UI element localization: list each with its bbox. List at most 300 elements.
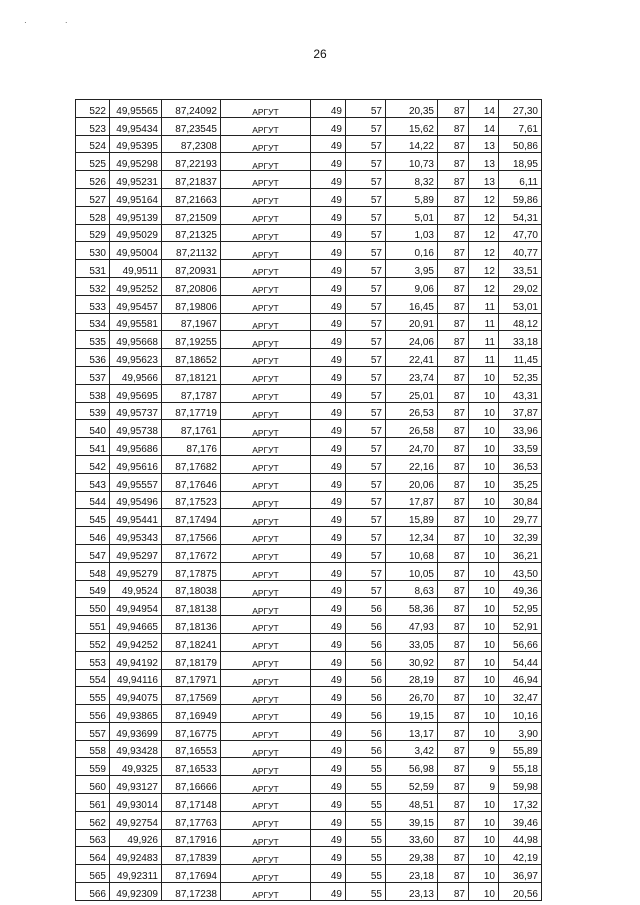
table-row: [76, 420, 542, 438]
lat-minutes-cell: 57: [346, 277, 386, 295]
row-number-cell: 528: [76, 206, 110, 224]
lat-minutes-cell: 57: [346, 509, 386, 527]
latitude-cell: 49,95004: [110, 242, 162, 260]
longitude-cell: 87,21837: [162, 171, 221, 189]
longitude-cell: 87,19255: [162, 331, 221, 349]
latitude-cell: 49,95581: [110, 313, 162, 331]
table-row: [76, 402, 542, 420]
name-cell: АРГУТ: [221, 473, 311, 491]
latitude-cell: 49,95616: [110, 455, 162, 473]
lat-minutes-cell: 56: [346, 616, 386, 634]
table-row: [76, 847, 542, 865]
table-row: [76, 188, 542, 206]
lat-seconds-cell: 22,16: [386, 455, 438, 473]
lat-seconds-cell: 8,32: [386, 171, 438, 189]
lat-degrees-cell: 49: [311, 811, 346, 829]
lat-seconds-cell: 3,95: [386, 260, 438, 278]
table-row: [76, 491, 542, 509]
lon-minutes-cell: 10: [469, 366, 499, 384]
longitude-cell: 87,19806: [162, 295, 221, 313]
lon-minutes-cell: 10: [469, 847, 499, 865]
name-cell: АРГУТ: [221, 402, 311, 420]
lon-minutes-cell: 10: [469, 402, 499, 420]
lon-seconds-cell: 46,94: [499, 669, 542, 687]
name-cell: АРГУТ: [221, 224, 311, 242]
lat-minutes-cell: 57: [346, 100, 386, 118]
longitude-cell: 87,18121: [162, 366, 221, 384]
longitude-cell: 87,17672: [162, 544, 221, 562]
lon-degrees-cell: 87: [438, 740, 469, 758]
lat-seconds-cell: 23,18: [386, 865, 438, 883]
lat-degrees-cell: 49: [311, 420, 346, 438]
lon-minutes-cell: 10: [469, 438, 499, 456]
lat-minutes-cell: 56: [346, 669, 386, 687]
lat-seconds-cell: 33,05: [386, 633, 438, 651]
table-row: [76, 331, 542, 349]
lon-minutes-cell: 13: [469, 135, 499, 153]
lat-seconds-cell: 10,73: [386, 153, 438, 171]
lon-seconds-cell: 54,31: [499, 206, 542, 224]
latitude-cell: 49,95395: [110, 135, 162, 153]
latitude-cell: 49,95231: [110, 171, 162, 189]
row-number-cell: 530: [76, 242, 110, 260]
latitude-cell: 49,926: [110, 829, 162, 847]
lon-degrees-cell: 87: [438, 117, 469, 135]
lat-degrees-cell: 49: [311, 705, 346, 723]
lat-degrees-cell: 49: [311, 633, 346, 651]
lat-minutes-cell: 57: [346, 295, 386, 313]
name-cell: АРГУТ: [221, 117, 311, 135]
table-row: [76, 260, 542, 278]
row-number-cell: 550: [76, 598, 110, 616]
row-number-cell: 546: [76, 527, 110, 545]
latitude-cell: 49,95668: [110, 331, 162, 349]
lat-seconds-cell: 24,06: [386, 331, 438, 349]
lon-degrees-cell: 87: [438, 687, 469, 705]
lat-degrees-cell: 49: [311, 224, 346, 242]
lat-minutes-cell: 57: [346, 562, 386, 580]
table-row: [76, 811, 542, 829]
name-cell: АРГУТ: [221, 811, 311, 829]
lat-seconds-cell: 29,38: [386, 847, 438, 865]
longitude-cell: 87,16666: [162, 776, 221, 794]
row-number-cell: 543: [76, 473, 110, 491]
lon-minutes-cell: 10: [469, 829, 499, 847]
name-cell: АРГУТ: [221, 776, 311, 794]
longitude-cell: 87,16949: [162, 705, 221, 723]
lon-degrees-cell: 87: [438, 402, 469, 420]
lon-minutes-cell: 10: [469, 722, 499, 740]
lon-degrees-cell: 87: [438, 260, 469, 278]
name-cell: АРГУТ: [221, 580, 311, 598]
lon-seconds-cell: 52,91: [499, 616, 542, 634]
lat-minutes-cell: 57: [346, 438, 386, 456]
lat-degrees-cell: 49: [311, 562, 346, 580]
lat-seconds-cell: 58,36: [386, 598, 438, 616]
lon-degrees-cell: 87: [438, 598, 469, 616]
row-number-cell: 525: [76, 153, 110, 171]
lat-seconds-cell: 23,13: [386, 883, 438, 901]
lat-minutes-cell: 57: [346, 455, 386, 473]
lat-seconds-cell: 15,62: [386, 117, 438, 135]
lon-minutes-cell: 9: [469, 740, 499, 758]
latitude-cell: 49,92309: [110, 883, 162, 901]
latitude-cell: 49,95434: [110, 117, 162, 135]
row-number-cell: 531: [76, 260, 110, 278]
lon-degrees-cell: 87: [438, 616, 469, 634]
lon-minutes-cell: 11: [469, 331, 499, 349]
name-cell: АРГУТ: [221, 883, 311, 901]
lon-degrees-cell: 87: [438, 438, 469, 456]
lon-degrees-cell: 87: [438, 722, 469, 740]
table-row: [76, 135, 542, 153]
lon-minutes-cell: 10: [469, 794, 499, 812]
latitude-cell: 49,95029: [110, 224, 162, 242]
lon-minutes-cell: 10: [469, 420, 499, 438]
lon-degrees-cell: 87: [438, 277, 469, 295]
lat-minutes-cell: 57: [346, 135, 386, 153]
lon-seconds-cell: 27,30: [499, 100, 542, 118]
lon-seconds-cell: 55,18: [499, 758, 542, 776]
row-number-cell: 541: [76, 438, 110, 456]
table-row: [76, 100, 542, 118]
table-row: [76, 117, 542, 135]
lat-seconds-cell: 19,15: [386, 705, 438, 723]
latitude-cell: 49,9566: [110, 366, 162, 384]
lon-seconds-cell: 59,98: [499, 776, 542, 794]
lon-minutes-cell: 14: [469, 100, 499, 118]
lat-minutes-cell: 57: [346, 171, 386, 189]
longitude-cell: 87,2308: [162, 135, 221, 153]
lat-degrees-cell: 49: [311, 598, 346, 616]
lon-minutes-cell: 10: [469, 651, 499, 669]
lat-minutes-cell: 55: [346, 829, 386, 847]
table-row: [76, 616, 542, 634]
table-row: [76, 349, 542, 367]
lon-minutes-cell: 10: [469, 616, 499, 634]
longitude-cell: 87,16553: [162, 740, 221, 758]
latitude-cell: 49,95164: [110, 188, 162, 206]
row-number-cell: 565: [76, 865, 110, 883]
page-number: 26: [313, 47, 327, 61]
lat-degrees-cell: 49: [311, 242, 346, 260]
name-cell: АРГУТ: [221, 438, 311, 456]
lon-seconds-cell: 32,47: [499, 687, 542, 705]
name-cell: АРГУТ: [221, 544, 311, 562]
row-number-cell: 553: [76, 651, 110, 669]
lon-degrees-cell: 87: [438, 705, 469, 723]
latitude-cell: 49,93865: [110, 705, 162, 723]
lat-degrees-cell: 49: [311, 135, 346, 153]
lon-degrees-cell: 87: [438, 527, 469, 545]
lon-seconds-cell: 11,45: [499, 349, 542, 367]
lon-seconds-cell: 18,95: [499, 153, 542, 171]
lat-degrees-cell: 49: [311, 331, 346, 349]
lat-seconds-cell: 20,35: [386, 100, 438, 118]
lat-seconds-cell: 52,59: [386, 776, 438, 794]
lat-degrees-cell: 49: [311, 669, 346, 687]
row-number-cell: 535: [76, 331, 110, 349]
lon-minutes-cell: 9: [469, 776, 499, 794]
lon-minutes-cell: 9: [469, 758, 499, 776]
lat-seconds-cell: 20,91: [386, 313, 438, 331]
name-cell: АРГУТ: [221, 616, 311, 634]
lon-minutes-cell: 10: [469, 562, 499, 580]
lon-seconds-cell: 36,21: [499, 544, 542, 562]
lat-seconds-cell: 47,93: [386, 616, 438, 634]
table-row: [76, 277, 542, 295]
lat-seconds-cell: 5,89: [386, 188, 438, 206]
lat-minutes-cell: 57: [346, 544, 386, 562]
lon-seconds-cell: 54,44: [499, 651, 542, 669]
latitude-cell: 49,92311: [110, 865, 162, 883]
lon-minutes-cell: 10: [469, 883, 499, 901]
lon-seconds-cell: 33,96: [499, 420, 542, 438]
name-cell: АРГУТ: [221, 740, 311, 758]
lon-degrees-cell: 87: [438, 562, 469, 580]
longitude-cell: 87,17971: [162, 669, 221, 687]
table-row: [76, 758, 542, 776]
lon-seconds-cell: 30,84: [499, 491, 542, 509]
lat-degrees-cell: 49: [311, 865, 346, 883]
lat-degrees-cell: 49: [311, 188, 346, 206]
row-number-cell: 545: [76, 509, 110, 527]
lon-seconds-cell: 44,98: [499, 829, 542, 847]
latitude-cell: 49,95623: [110, 349, 162, 367]
lat-minutes-cell: 57: [346, 527, 386, 545]
latitude-cell: 49,94252: [110, 633, 162, 651]
longitude-cell: 87,20931: [162, 260, 221, 278]
lat-degrees-cell: 49: [311, 883, 346, 901]
lat-minutes-cell: 56: [346, 705, 386, 723]
lat-seconds-cell: 33,60: [386, 829, 438, 847]
longitude-cell: 87,17763: [162, 811, 221, 829]
row-number-cell: 559: [76, 758, 110, 776]
longitude-cell: 87,17682: [162, 455, 221, 473]
lat-minutes-cell: 57: [346, 188, 386, 206]
lon-minutes-cell: 10: [469, 865, 499, 883]
lon-degrees-cell: 87: [438, 865, 469, 883]
row-number-cell: 556: [76, 705, 110, 723]
latitude-cell: 49,95297: [110, 544, 162, 562]
table-row: [76, 366, 542, 384]
latitude-cell: 49,95139: [110, 206, 162, 224]
longitude-cell: 87,17719: [162, 402, 221, 420]
row-number-cell: 524: [76, 135, 110, 153]
name-cell: АРГУТ: [221, 171, 311, 189]
lat-minutes-cell: 55: [346, 758, 386, 776]
name-cell: АРГУТ: [221, 509, 311, 527]
lon-degrees-cell: 87: [438, 349, 469, 367]
lat-degrees-cell: 49: [311, 491, 346, 509]
lat-seconds-cell: 25,01: [386, 384, 438, 402]
lat-seconds-cell: 0,16: [386, 242, 438, 260]
name-cell: АРГУТ: [221, 384, 311, 402]
latitude-cell: 49,95343: [110, 527, 162, 545]
table-row: [76, 473, 542, 491]
lon-seconds-cell: 3,90: [499, 722, 542, 740]
longitude-cell: 87,21132: [162, 242, 221, 260]
name-cell: АРГУТ: [221, 865, 311, 883]
lon-minutes-cell: 10: [469, 491, 499, 509]
name-cell: АРГУТ: [221, 669, 311, 687]
lon-seconds-cell: 43,31: [499, 384, 542, 402]
lon-degrees-cell: 87: [438, 224, 469, 242]
lat-degrees-cell: 49: [311, 527, 346, 545]
lon-minutes-cell: 12: [469, 260, 499, 278]
longitude-cell: 87,16533: [162, 758, 221, 776]
table-row: [76, 794, 542, 812]
lon-seconds-cell: 29,77: [499, 509, 542, 527]
lat-minutes-cell: 57: [346, 473, 386, 491]
lat-degrees-cell: 49: [311, 740, 346, 758]
longitude-cell: 87,17694: [162, 865, 221, 883]
row-number-cell: 560: [76, 776, 110, 794]
table-row: [76, 669, 542, 687]
name-cell: АРГУТ: [221, 758, 311, 776]
longitude-cell: 87,17494: [162, 509, 221, 527]
row-number-cell: 557: [76, 722, 110, 740]
lon-degrees-cell: 87: [438, 455, 469, 473]
row-number-cell: 529: [76, 224, 110, 242]
lat-minutes-cell: 57: [346, 260, 386, 278]
lon-degrees-cell: 87: [438, 669, 469, 687]
lon-seconds-cell: 56,66: [499, 633, 542, 651]
longitude-cell: 87,18038: [162, 580, 221, 598]
name-cell: АРГУТ: [221, 242, 311, 260]
lon-minutes-cell: 11: [469, 295, 499, 313]
lat-minutes-cell: 57: [346, 242, 386, 260]
lon-seconds-cell: 32,39: [499, 527, 542, 545]
name-cell: АРГУТ: [221, 562, 311, 580]
name-cell: АРГУТ: [221, 491, 311, 509]
lat-seconds-cell: 26,53: [386, 402, 438, 420]
lat-degrees-cell: 49: [311, 438, 346, 456]
row-number-cell: 551: [76, 616, 110, 634]
lon-seconds-cell: 59,86: [499, 188, 542, 206]
lat-seconds-cell: 28,19: [386, 669, 438, 687]
table-row: [76, 633, 542, 651]
lat-seconds-cell: 5,01: [386, 206, 438, 224]
name-cell: АРГУТ: [221, 313, 311, 331]
page-marks: · ·: [24, 18, 86, 27]
lon-seconds-cell: 33,59: [499, 438, 542, 456]
lon-degrees-cell: 87: [438, 384, 469, 402]
table-row: [76, 562, 542, 580]
longitude-cell: 87,1967: [162, 313, 221, 331]
table-row: [76, 580, 542, 598]
lon-seconds-cell: 39,46: [499, 811, 542, 829]
row-number-cell: 561: [76, 794, 110, 812]
name-cell: АРГУТ: [221, 598, 311, 616]
lat-degrees-cell: 49: [311, 277, 346, 295]
lon-minutes-cell: 10: [469, 580, 499, 598]
lon-minutes-cell: 10: [469, 598, 499, 616]
table-row: [76, 544, 542, 562]
row-number-cell: 527: [76, 188, 110, 206]
table-row: [76, 224, 542, 242]
name-cell: АРГУТ: [221, 349, 311, 367]
lat-minutes-cell: 57: [346, 349, 386, 367]
lon-minutes-cell: 10: [469, 473, 499, 491]
longitude-cell: 87,1787: [162, 384, 221, 402]
lat-seconds-cell: 26,70: [386, 687, 438, 705]
lat-degrees-cell: 49: [311, 171, 346, 189]
lon-seconds-cell: 36,53: [499, 455, 542, 473]
latitude-cell: 49,9511: [110, 260, 162, 278]
latitude-cell: 49,95279: [110, 562, 162, 580]
lat-seconds-cell: 23,74: [386, 366, 438, 384]
lat-degrees-cell: 49: [311, 349, 346, 367]
row-number-cell: 522: [76, 100, 110, 118]
latitude-cell: 49,92754: [110, 811, 162, 829]
lon-degrees-cell: 87: [438, 847, 469, 865]
lat-minutes-cell: 56: [346, 740, 386, 758]
lon-degrees-cell: 87: [438, 509, 469, 527]
lat-seconds-cell: 30,92: [386, 651, 438, 669]
lon-minutes-cell: 13: [469, 153, 499, 171]
lon-degrees-cell: 87: [438, 100, 469, 118]
lat-minutes-cell: 55: [346, 883, 386, 901]
lat-seconds-cell: 15,89: [386, 509, 438, 527]
table-body: [76, 100, 542, 901]
row-number-cell: 555: [76, 687, 110, 705]
lon-degrees-cell: 87: [438, 776, 469, 794]
lon-degrees-cell: 87: [438, 171, 469, 189]
table-row: [76, 313, 542, 331]
lat-seconds-cell: 10,05: [386, 562, 438, 580]
lon-minutes-cell: 11: [469, 349, 499, 367]
longitude-cell: 87,20806: [162, 277, 221, 295]
row-number-cell: 564: [76, 847, 110, 865]
row-number-cell: 533: [76, 295, 110, 313]
longitude-cell: 87,17523: [162, 491, 221, 509]
lon-seconds-cell: 49,36: [499, 580, 542, 598]
lon-degrees-cell: 87: [438, 242, 469, 260]
lat-degrees-cell: 49: [311, 847, 346, 865]
row-number-cell: 537: [76, 366, 110, 384]
latitude-cell: 49,95252: [110, 277, 162, 295]
latitude-cell: 49,95441: [110, 509, 162, 527]
table-row: [76, 206, 542, 224]
lon-degrees-cell: 87: [438, 206, 469, 224]
lon-degrees-cell: 87: [438, 420, 469, 438]
lat-minutes-cell: 55: [346, 865, 386, 883]
lat-degrees-cell: 49: [311, 544, 346, 562]
lon-minutes-cell: 10: [469, 527, 499, 545]
longitude-cell: 87,16775: [162, 722, 221, 740]
latitude-cell: 49,93014: [110, 794, 162, 812]
name-cell: АРГУТ: [221, 135, 311, 153]
lon-degrees-cell: 87: [438, 883, 469, 901]
lat-minutes-cell: 56: [346, 687, 386, 705]
longitude-cell: 87,21325: [162, 224, 221, 242]
lon-degrees-cell: 87: [438, 811, 469, 829]
longitude-cell: 87,24092: [162, 100, 221, 118]
row-number-cell: 534: [76, 313, 110, 331]
lon-degrees-cell: 87: [438, 491, 469, 509]
name-cell: АРГУТ: [221, 277, 311, 295]
lat-seconds-cell: 10,68: [386, 544, 438, 562]
lat-degrees-cell: 49: [311, 402, 346, 420]
name-cell: АРГУТ: [221, 527, 311, 545]
lat-degrees-cell: 49: [311, 509, 346, 527]
table-row: [76, 509, 542, 527]
name-cell: АРГУТ: [221, 206, 311, 224]
lon-minutes-cell: 12: [469, 277, 499, 295]
lat-degrees-cell: 49: [311, 117, 346, 135]
lon-seconds-cell: 48,12: [499, 313, 542, 331]
